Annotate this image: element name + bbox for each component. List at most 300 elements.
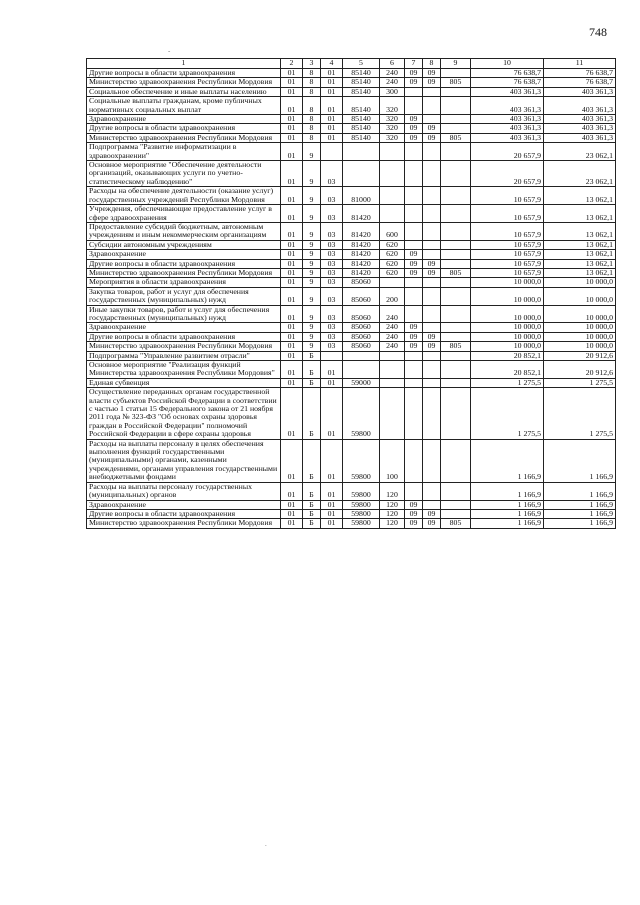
amount-2-cell: 13 062,1 [544,187,616,205]
amount-1-cell: 10 000,0 [471,323,544,332]
amount-2-cell: 13 062,1 [544,205,616,223]
code-7-cell [423,222,441,240]
code-2-cell: 9 [303,205,321,223]
amount-2-cell: 23 062,1 [544,161,616,187]
row-name-cell: Министерство здравоохранения Республики Мордовия [87,268,281,277]
code-5-cell [380,161,405,187]
table-body [87,69,616,529]
amount-1-cell: 10 000,0 [471,278,544,287]
table-row [87,124,616,133]
table-row [87,361,616,379]
amount-2-cell: 1 166,9 [544,439,616,482]
row-name-cell: Другие вопросы в области здравоохранения [87,259,281,268]
table-row [87,78,616,87]
code-4-cell: 81420 [343,268,380,277]
code-1-cell: 01 [281,482,303,500]
code-8-cell [441,187,471,205]
code-1-cell: 01 [281,187,303,205]
code-5-cell: 320 [380,115,405,124]
code-2-cell: Б [303,439,321,482]
code-5-cell: 240 [380,69,405,78]
code-7-cell: 09 [423,133,441,142]
row-name-cell: Другие вопросы в области здравоохранения [87,124,281,133]
code-1-cell: 01 [281,69,303,78]
row-name-cell: Закупка товаров, работ и услуг для обеспечения государственных (муниципальных) нужд [87,287,281,305]
amount-2-cell: 10 000,0 [544,342,616,351]
code-4-cell: 59000 [343,378,380,387]
code-7-cell: 09 [423,509,441,518]
code-8-cell [441,351,471,360]
code-5-cell: 120 [380,482,405,500]
code-3-cell: 01 [321,133,343,142]
row-name-cell: Социальное обеспечение и иные выплаты населению [87,87,281,96]
amount-1-cell: 10 657,9 [471,268,544,277]
row-name-cell: Здравоохранение [87,115,281,124]
table-row [87,259,616,268]
code-2-cell: Б [303,509,321,518]
code-6-cell [405,388,423,439]
code-1-cell: 01 [281,161,303,187]
amount-1-cell: 403 361,3 [471,97,544,115]
amount-1-cell: 1 166,9 [471,509,544,518]
code-3-cell: 01 [321,69,343,78]
code-4-cell: 59800 [343,439,380,482]
code-8-cell [441,124,471,133]
amount-1-cell: 403 361,3 [471,115,544,124]
code-1-cell: 01 [281,361,303,379]
amount-2-cell: 10 000,0 [544,332,616,341]
code-6-cell: 09 [405,115,423,124]
code-5-cell: 100 [380,439,405,482]
code-3-cell: 03 [321,323,343,332]
code-6-cell [405,97,423,115]
table-row [87,69,616,78]
code-7-cell: 09 [423,69,441,78]
code-1-cell: 01 [281,97,303,115]
code-8-cell [441,509,471,518]
amount-1-cell: 403 361,3 [471,87,544,96]
code-1-cell: 01 [281,332,303,341]
code-7-cell [423,482,441,500]
code-1-cell: 01 [281,259,303,268]
code-4-cell: 85060 [343,305,380,323]
code-7-cell [423,439,441,482]
amount-2-cell: 1 166,9 [544,519,616,528]
row-name-cell: Подпрограмма "Развитие информатизации в здравоохранении" [87,143,281,161]
code-8-cell [441,323,471,332]
code-3-cell: 03 [321,205,343,223]
table-row [87,388,616,439]
code-6-cell [405,205,423,223]
code-8-cell [441,259,471,268]
code-8-cell [441,500,471,509]
code-8-cell [441,439,471,482]
code-6-cell [405,187,423,205]
code-1-cell: 01 [281,323,303,332]
row-name-cell: Предоставление субсидий бюджетным, автономным учреждениям и иным некоммерческим организациям [87,222,281,240]
column-header: 11 [544,59,616,69]
code-7-cell [423,97,441,115]
column-header: 7 [405,59,423,69]
code-3-cell: 03 [321,187,343,205]
code-8-cell [441,250,471,259]
amount-2-cell: 13 062,1 [544,259,616,268]
code-5-cell [380,388,405,439]
code-4-cell [343,351,380,360]
code-7-cell: 09 [423,78,441,87]
code-3-cell: 03 [321,287,343,305]
code-3-cell: 01 [321,378,343,387]
code-6-cell [405,439,423,482]
code-1-cell: 01 [281,240,303,249]
code-2-cell: Б [303,519,321,528]
row-name-cell: Основное мероприятие "Реализация функций Министерства здравоохранения Республики Мордовия" [87,361,281,379]
amount-2-cell: 20 912,6 [544,361,616,379]
code-3-cell: 03 [321,250,343,259]
amount-2-cell: 23 062,1 [544,143,616,161]
code-2-cell: Б [303,351,321,360]
amount-2-cell: 403 361,3 [544,124,616,133]
code-7-cell [423,161,441,187]
code-1-cell: 01 [281,143,303,161]
table-row [87,482,616,500]
code-1-cell: 01 [281,87,303,96]
code-5-cell: 240 [380,323,405,332]
code-2-cell: Б [303,378,321,387]
code-1-cell: 01 [281,205,303,223]
amount-1-cell: 1 275,5 [471,388,544,439]
code-5-cell: 320 [380,97,405,115]
row-name-cell: Учреждения, обеспечивающие предоставление услуг в сфере здравоохранения [87,205,281,223]
code-2-cell: 9 [303,323,321,332]
code-1-cell: 01 [281,305,303,323]
amount-2-cell: 76 638,7 [544,69,616,78]
code-2-cell: 9 [303,342,321,351]
code-4-cell: 59800 [343,519,380,528]
code-6-cell: 09 [405,78,423,87]
code-8-cell [441,69,471,78]
amount-1-cell: 20 657,9 [471,143,544,161]
code-4-cell [343,161,380,187]
code-3-cell: 03 [321,278,343,287]
code-4-cell: 85140 [343,124,380,133]
code-7-cell [423,361,441,379]
code-6-cell: 09 [405,323,423,332]
code-8-cell: 805 [441,342,471,351]
code-5-cell: 120 [380,509,405,518]
amount-1-cell: 1 166,9 [471,500,544,509]
code-3-cell: 01 [321,361,343,379]
code-4-cell [343,143,380,161]
table-row [87,268,616,277]
table-row [87,342,616,351]
code-5-cell: 320 [380,133,405,142]
table-row [87,133,616,142]
amount-1-cell: 10 657,9 [471,222,544,240]
code-3-cell: 01 [321,500,343,509]
amount-1-cell: 1 166,9 [471,482,544,500]
code-1-cell: 01 [281,439,303,482]
code-8-cell [441,378,471,387]
row-name-cell: Расходы на обеспечение деятельности (оказание услуг) государственных учреждений Республики Мордовия [87,187,281,205]
table-row [87,87,616,96]
amount-2-cell: 403 361,3 [544,87,616,96]
code-7-cell: 09 [423,342,441,351]
amount-1-cell: 10 657,9 [471,250,544,259]
amount-2-cell: 10 000,0 [544,323,616,332]
code-7-cell [423,500,441,509]
table-row [87,323,616,332]
code-5-cell: 600 [380,222,405,240]
row-name-cell: Расходы на выплаты персоналу в целях обеспечения выполнения функций государственными (муниципальными) органами, казенными учреждениями, органами управления государственными внебюджетными фондами [87,439,281,482]
code-5-cell [380,278,405,287]
amount-1-cell: 76 638,7 [471,78,544,87]
code-2-cell: 9 [303,305,321,323]
table-row [87,509,616,518]
code-6-cell: 09 [405,342,423,351]
column-header: 9 [441,59,471,69]
code-2-cell: 9 [303,161,321,187]
scan-mark: . [265,840,267,848]
code-6-cell [405,361,423,379]
code-4-cell: 81420 [343,250,380,259]
code-4-cell: 81420 [343,205,380,223]
code-8-cell [441,240,471,249]
code-2-cell: 9 [303,287,321,305]
code-8-cell [441,143,471,161]
code-7-cell [423,187,441,205]
code-2-cell: 8 [303,115,321,124]
column-header: 1 [87,59,281,69]
table-row [87,240,616,249]
code-8-cell [441,361,471,379]
code-2-cell: 9 [303,143,321,161]
code-2-cell: Б [303,500,321,509]
table-row [87,287,616,305]
code-5-cell: 620 [380,268,405,277]
amount-2-cell: 13 062,1 [544,250,616,259]
code-4-cell: 81420 [343,259,380,268]
code-5-cell: 620 [380,259,405,268]
code-6-cell: 09 [405,500,423,509]
code-4-cell [343,361,380,379]
row-name-cell: Осуществление переданных органам государственной власти субъектов Российской Федерации в соответствии с частью 1 статьи 15 Федерального закона от 21 ноября 2011 года № 323-ФЗ "Об основах охраны здоровья граждан в Российской Федерации" полномочий Российской Федерации в сфере охраны здоровья [87,388,281,439]
code-3-cell: 01 [321,124,343,133]
code-2-cell: 9 [303,222,321,240]
amount-2-cell: 10 000,0 [544,278,616,287]
table-row [87,143,616,161]
code-3-cell: 03 [321,240,343,249]
code-4-cell: 85140 [343,97,380,115]
code-6-cell [405,87,423,96]
row-name-cell: Основное мероприятие "Обеспечение деятельности организаций, оказывающих услуги по учетно-статистическому наблюдению" [87,161,281,187]
code-4-cell: 85060 [343,287,380,305]
code-3-cell: 01 [321,519,343,528]
code-8-cell [441,222,471,240]
row-name-cell: Иные закупки товаров, работ и услуг для обеспечения государственных (муниципальных) нужд [87,305,281,323]
code-7-cell: 09 [423,268,441,277]
amount-2-cell: 1 275,5 [544,388,616,439]
amount-2-cell: 13 062,1 [544,222,616,240]
code-3-cell: 01 [321,87,343,96]
row-name-cell: Здравоохранение [87,323,281,332]
row-name-cell: Министерство здравоохранения Республики Мордовия [87,519,281,528]
code-5-cell [380,378,405,387]
amount-1-cell: 20 657,9 [471,161,544,187]
code-3-cell: 01 [321,482,343,500]
code-3-cell: 01 [321,115,343,124]
code-8-cell: 805 [441,268,471,277]
table-row [87,278,616,287]
code-1-cell: 01 [281,115,303,124]
row-name-cell: Здравоохранение [87,500,281,509]
code-6-cell: 09 [405,268,423,277]
row-name-cell: Подпрограмма "Управление развитием отрасли" [87,351,281,360]
code-1-cell: 01 [281,278,303,287]
code-2-cell: 9 [303,268,321,277]
code-4-cell: 85140 [343,87,380,96]
code-5-cell: 120 [380,519,405,528]
code-1-cell: 01 [281,378,303,387]
code-8-cell [441,161,471,187]
code-1-cell: 01 [281,124,303,133]
table-row [87,519,616,528]
code-4-cell: 85060 [343,323,380,332]
column-header: 8 [423,59,441,69]
code-2-cell: Б [303,482,321,500]
code-8-cell [441,388,471,439]
code-8-cell [441,115,471,124]
table-row [87,439,616,482]
row-name-cell: Другие вопросы в области здравоохранения [87,332,281,341]
table-row [87,378,616,387]
code-2-cell: 8 [303,69,321,78]
code-1-cell: 01 [281,388,303,439]
code-6-cell: 09 [405,509,423,518]
code-7-cell [423,278,441,287]
code-1-cell: 01 [281,342,303,351]
code-3-cell: 03 [321,222,343,240]
column-header: 5 [343,59,380,69]
code-1-cell: 01 [281,509,303,518]
code-1-cell: 01 [281,287,303,305]
code-7-cell [423,87,441,96]
code-6-cell: 09 [405,69,423,78]
row-name-cell: Единая субвенция [87,378,281,387]
code-2-cell: 9 [303,332,321,341]
code-3-cell: 03 [321,268,343,277]
code-5-cell: 240 [380,305,405,323]
code-6-cell [405,351,423,360]
code-3-cell: 03 [321,342,343,351]
amount-2-cell: 13 062,1 [544,268,616,277]
amount-2-cell: 403 361,3 [544,133,616,142]
code-5-cell [380,361,405,379]
code-4-cell: 81000 [343,187,380,205]
code-2-cell: 9 [303,240,321,249]
code-7-cell [423,323,441,332]
table-row [87,161,616,187]
code-7-cell [423,115,441,124]
code-6-cell: 09 [405,332,423,341]
code-4-cell: 85140 [343,115,380,124]
code-2-cell: 9 [303,187,321,205]
amount-1-cell: 20 852,1 [471,361,544,379]
column-header: 3 [303,59,321,69]
code-1-cell: 01 [281,250,303,259]
code-4-cell: 85060 [343,332,380,341]
amount-1-cell: 403 361,3 [471,133,544,142]
code-3-cell: 03 [321,305,343,323]
code-2-cell: 9 [303,259,321,268]
code-3-cell [321,143,343,161]
code-5-cell [380,143,405,161]
code-4-cell: 85140 [343,133,380,142]
table-row [87,250,616,259]
amount-1-cell: 10 657,9 [471,205,544,223]
row-name-cell: Мероприятия в области здравоохранения [87,278,281,287]
code-3-cell: 01 [321,509,343,518]
code-8-cell: 805 [441,78,471,87]
code-5-cell: 240 [380,332,405,341]
amount-2-cell: 403 361,3 [544,97,616,115]
code-5-cell: 320 [380,124,405,133]
code-8-cell [441,97,471,115]
code-4-cell: 59800 [343,482,380,500]
code-2-cell: 8 [303,87,321,96]
code-5-cell: 300 [380,87,405,96]
code-8-cell: 805 [441,519,471,528]
column-header: 2 [281,59,303,69]
code-8-cell [441,482,471,500]
amount-1-cell: 1 275,5 [471,378,544,387]
table-row [87,222,616,240]
row-name-cell: Министерство здравоохранения Республики Мордовия [87,133,281,142]
code-7-cell [423,205,441,223]
code-1-cell: 01 [281,222,303,240]
code-4-cell: 59800 [343,500,380,509]
code-8-cell [441,287,471,305]
code-1-cell: 01 [281,500,303,509]
row-name-cell: Другие вопросы в области здравоохранения [87,69,281,78]
code-8-cell: 805 [441,133,471,142]
code-1-cell: 01 [281,133,303,142]
code-3-cell: 03 [321,161,343,187]
code-6-cell: 09 [405,133,423,142]
code-7-cell: 09 [423,519,441,528]
amount-2-cell: 1 166,9 [544,500,616,509]
code-8-cell [441,205,471,223]
amount-2-cell: 1 275,5 [544,378,616,387]
code-7-cell: 09 [423,124,441,133]
code-4-cell: 85140 [343,69,380,78]
amount-1-cell: 76 638,7 [471,69,544,78]
code-5-cell [380,205,405,223]
amount-2-cell: 13 062,1 [544,240,616,249]
budget-table [86,58,616,529]
code-2-cell: 8 [303,133,321,142]
code-6-cell [405,482,423,500]
row-name-cell: Другие вопросы в области здравоохранения [87,509,281,518]
column-header: 6 [380,59,405,69]
amount-1-cell: 10 000,0 [471,305,544,323]
code-8-cell [441,332,471,341]
code-7-cell [423,250,441,259]
table-header-row [87,59,616,69]
amount-2-cell: 10 000,0 [544,287,616,305]
row-name-cell: Расходы на выплаты персоналу государственных (муниципальных) органов [87,482,281,500]
code-7-cell [423,305,441,323]
